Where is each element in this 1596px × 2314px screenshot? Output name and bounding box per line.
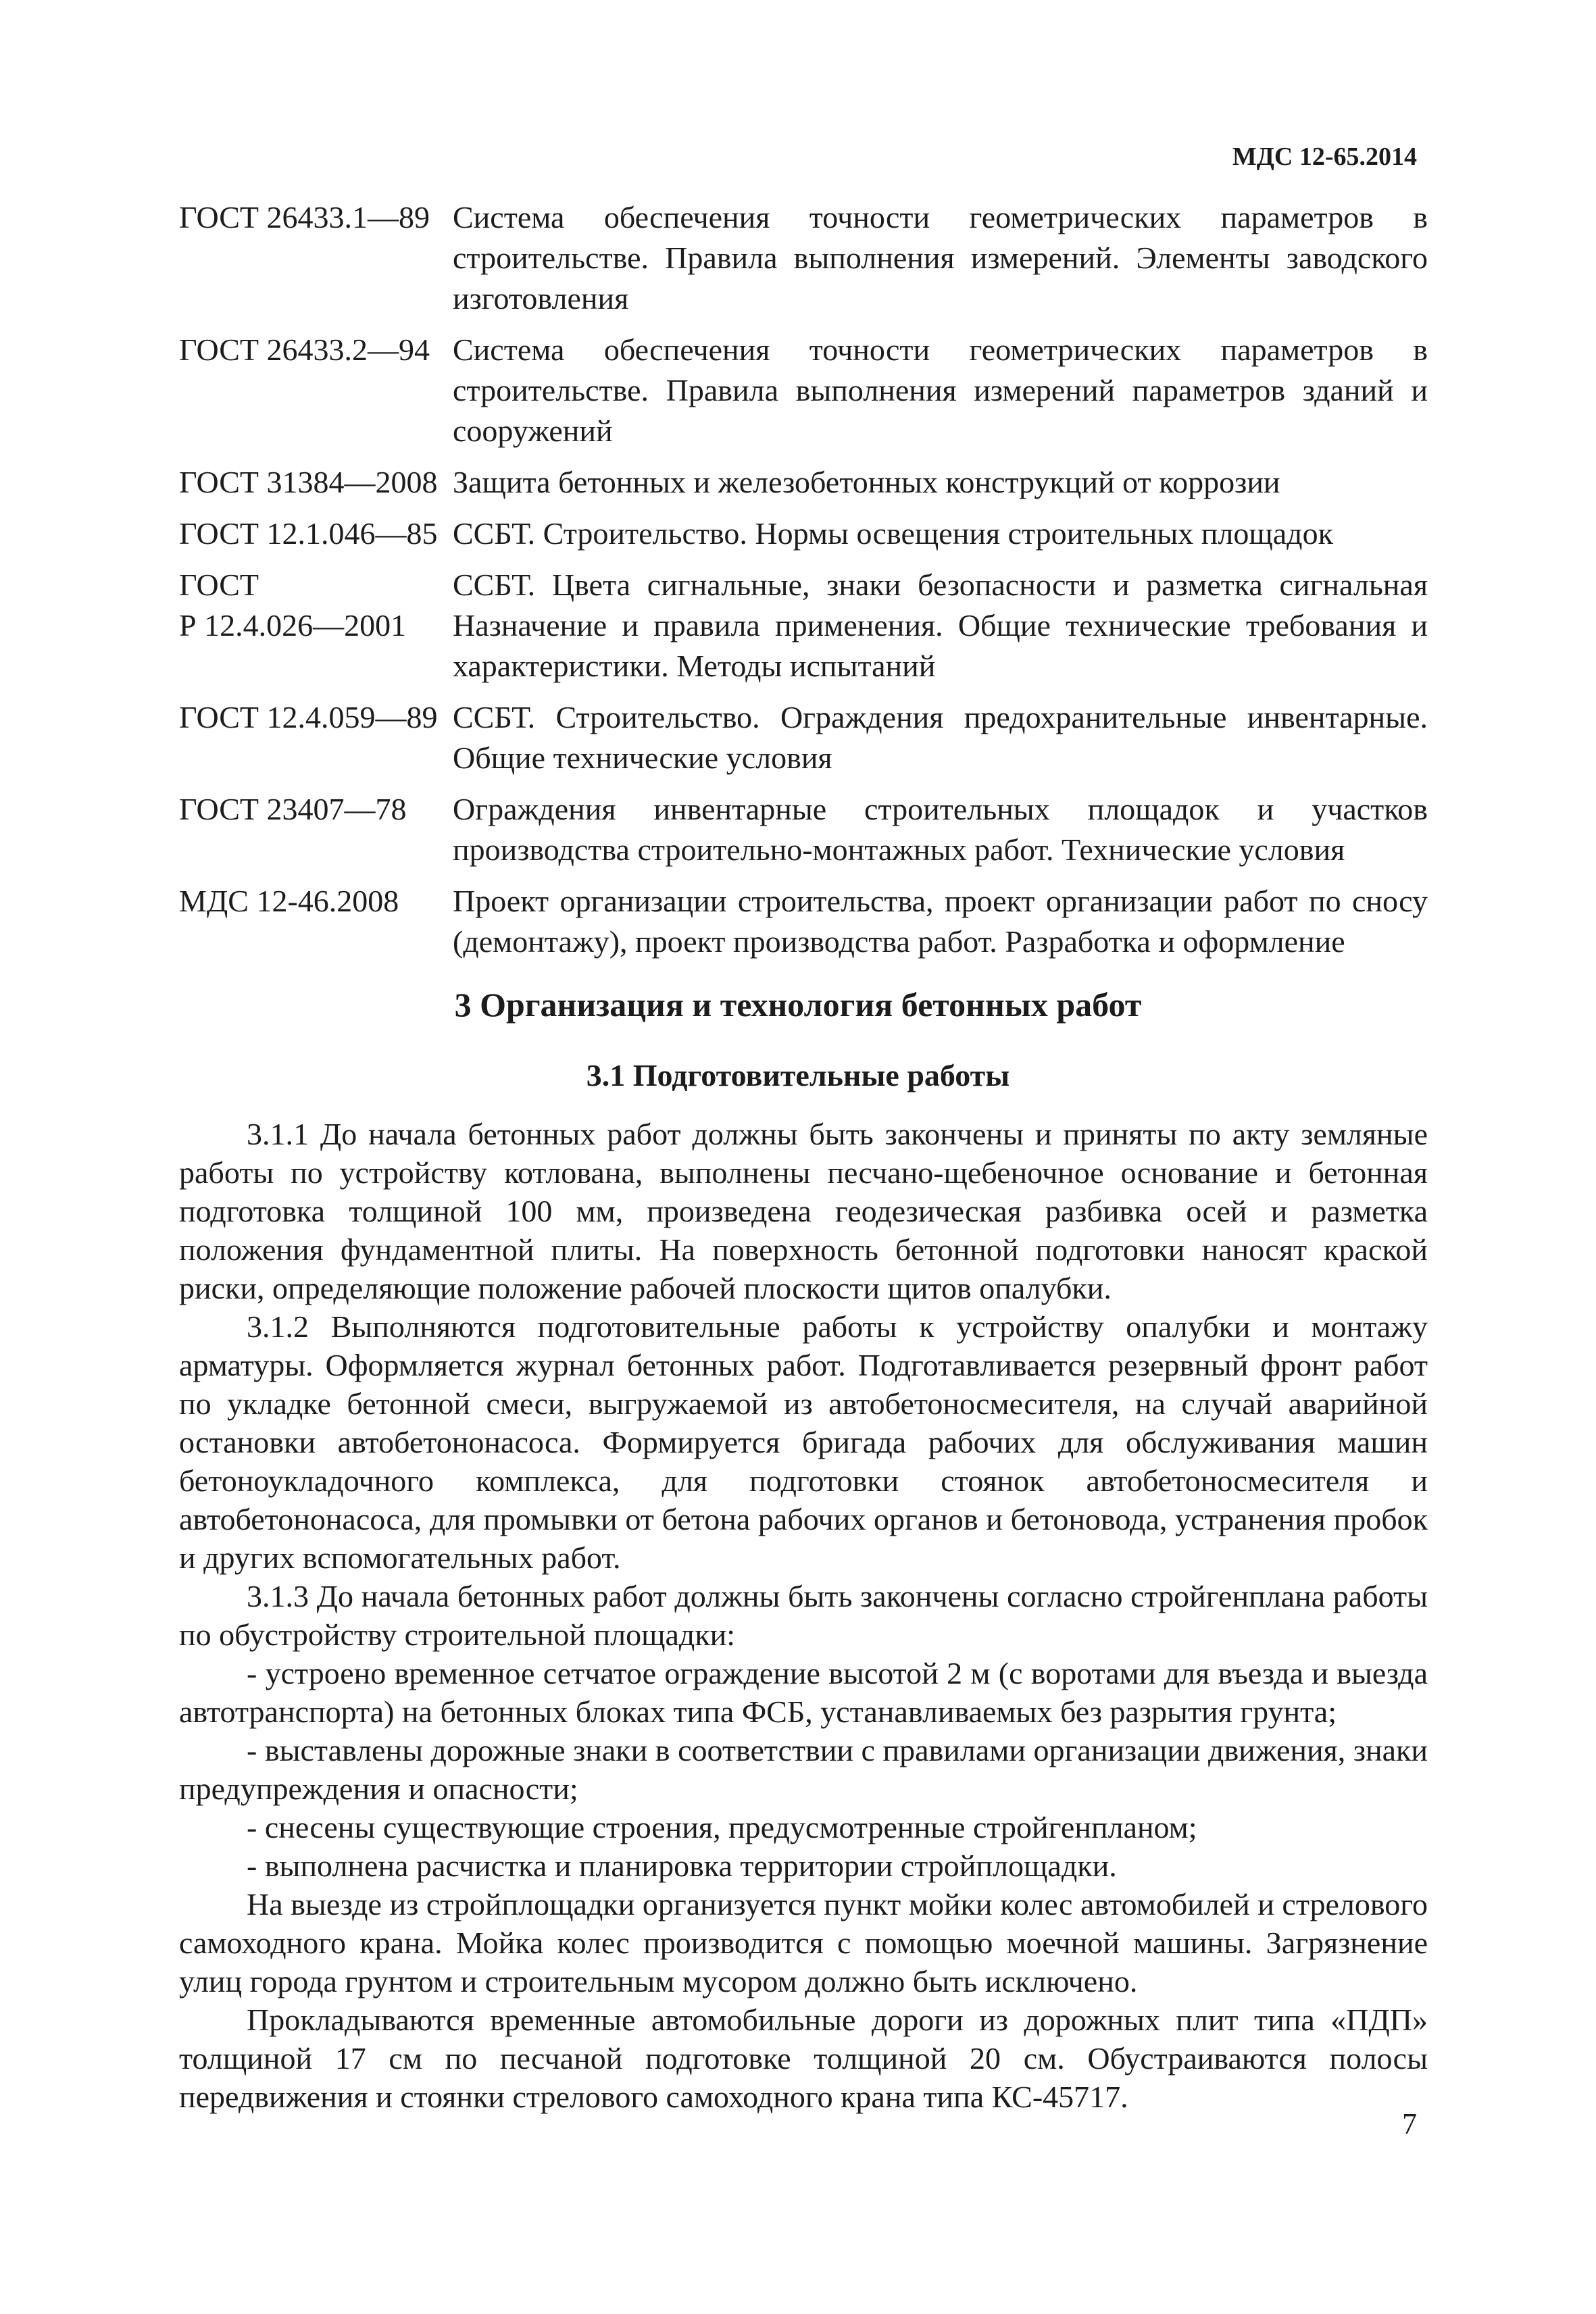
- paragraph: Прокладываются временные автомобильные дороги из дорожных плит типа «ПДП» толщиной 17 см по песчаной подготовке толщиной 20 см. Обустраиваются полосы передвижения и стоянки стрелового самоходного крана типа КС-45717.: [179, 2003, 1428, 2114]
- reference-code: ГОСТ 31384—2008: [179, 465, 438, 499]
- section-heading: 3 Организация и технология бетонных работ: [454, 986, 1142, 1024]
- reference-code: ГОСТ 12.1.046—85: [179, 516, 438, 551]
- reference-code: ГОСТ 12.4.059—89: [179, 700, 438, 734]
- paragraph: 3.1.1 До начала бетонных работ должны быть закончены и приняты по акту земляные работы по устройству котлована, выполнены песчано-щебеночное основание и бетонная подготовка толщиной 100 мм, произведена геодезическая разбивка осей и разметка положения фундаментной плиты. На поверхность бетонной подготовки наносят краской риски, определяющие положение рабочей плоскости щитов опалубки.: [179, 1117, 1428, 1305]
- page-number: 7: [1402, 2107, 1417, 2140]
- reference-title: Проект организации строительства, проект организации работ по сносу (демонтажу), проект производства работ. Разработка и оформление: [453, 884, 1428, 959]
- reference-row: [179, 789, 1428, 870]
- reference-code: ГОСТ 26433.2—94: [179, 332, 430, 367]
- body-text: [179, 1115, 1428, 2116]
- paragraph: 3.1.3 До начала бетонных работ должны быть закончены согласно стройгенплана работы по обустройству строительной площадки:: [179, 1579, 1428, 1652]
- reference-code: ГОСТ Р 12.4.026—2001: [179, 568, 407, 643]
- reference-row: [179, 330, 1428, 451]
- normative-references-list: [179, 197, 1428, 973]
- reference-code: МДС 12-46.2008: [179, 884, 399, 918]
- reference-row: [179, 697, 1428, 778]
- reference-code: ГОСТ 23407—78: [179, 792, 407, 826]
- paragraph: 3.1.2 Выполняются подготовительные работы к устройству опалубки и монтажу арматуры. Оформляется журнал бетонных работ. Подготавливается резервный фронт работ по укладке бетонной смеси, выгружаемой из автобетоносмесителя, на случай аварийной остановки автобетононасоса. Формируется бригада рабочих для обслуживания машин бетоноукладочного комплекса, для подготовки стоянок автобетоносмесителя и автобетононасоса, для промывки от бетона рабочих органов и бетоновода, устранения пробок и других вспомогательных работ.: [179, 1309, 1428, 1575]
- subsection-heading: 3.1 Подготовительные работы: [586, 1058, 1010, 1092]
- list-item: - снесены существующие строения, предусмотренные стройгенпланом;: [247, 1810, 1197, 1844]
- paragraph: На выезде из стройплощадки организуется пункт мойки колес автомобилей и стрелового самоходного крана. Мойка колес производится с помощью моечной машины. Загрязнение улиц города грунтом и строительным мусором должно быть исключено.: [179, 1887, 1428, 1998]
- reference-title: Система обеспечения точности геометрических параметров в строительстве. Правила выполнения измерений параметров зданий и сооружений: [453, 332, 1428, 448]
- reference-row: [179, 462, 1428, 503]
- reference-row: [179, 565, 1428, 686]
- reference-code: ГОСТ 26433.1—89: [179, 200, 430, 234]
- reference-title: Ограждения инвентарные строительных площадок и участков производства строительно-монтажных работ. Технические условия: [453, 792, 1428, 867]
- list-item: - устроено временное сетчатое ограждение высотой 2 м (с воротами для въезда и выезда автотранспорта) на бетонных блоках типа ФСБ, устанавливаемых без разрытия грунта;: [179, 1656, 1428, 1729]
- reference-title: Система обеспечения точности геометрических параметров в строительстве. Правила выполнения измерений. Элементы заводского изготовления: [453, 200, 1428, 316]
- reference-row: [179, 881, 1428, 962]
- list-item: - выставлены дорожные знаки в соответствии с правилами организации движения, знаки предупреждения и опасности;: [179, 1733, 1428, 1806]
- reference-row: [179, 197, 1428, 319]
- reference-row: [179, 513, 1428, 554]
- document-code-header: МДС 12-65.2014: [1232, 143, 1417, 171]
- list-item: - выполнена расчистка и планировка территории стройплощадки.: [247, 1848, 1117, 1883]
- reference-title: ССБТ. Цвета сигнальные, знаки безопасности и разметка сигнальная Назначение и правила применения. Общие технические требования и характеристики. Методы испытаний: [453, 568, 1428, 683]
- reference-title: Защита бетонных и железобетонных конструкций от коррозии: [453, 465, 1280, 499]
- reference-title: ССБТ. Строительство. Нормы освещения строительных площадок: [453, 516, 1333, 551]
- reference-title: ССБТ. Строительство. Ограждения предохранительные инвентарные. Общие технические условия: [453, 700, 1428, 775]
